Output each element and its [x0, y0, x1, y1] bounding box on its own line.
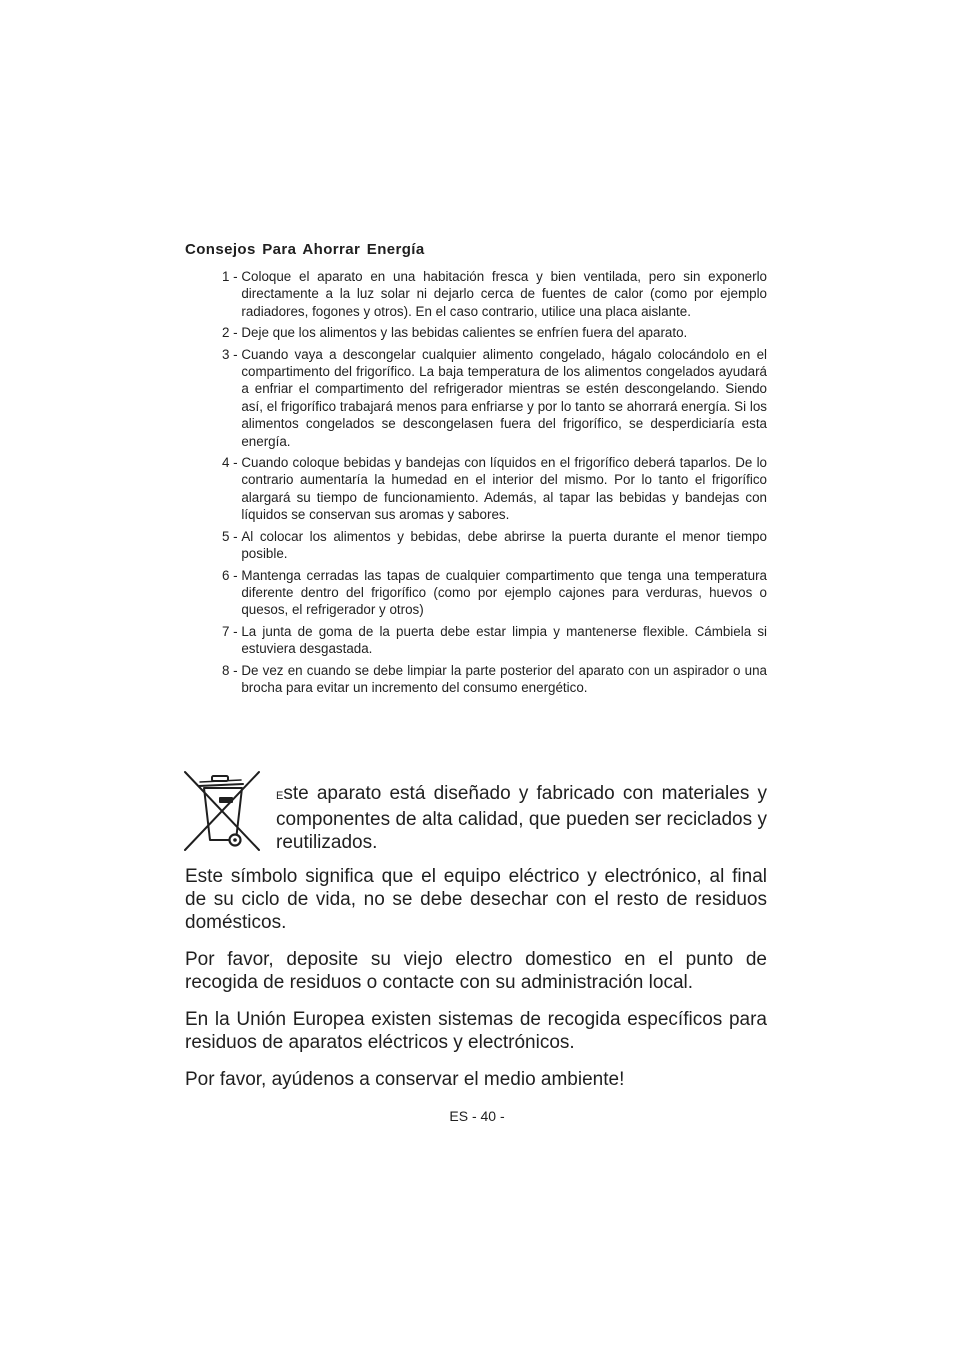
tip-text: Mantenga cerradas las tapas de cualquier compartimento que tenga una temperatura diferente dentro del frigorífico (como por ejemplo cajones para verduras, huevos o quesos, el refrigerador y otros) — [241, 567, 767, 618]
tip-number: 7 - — [222, 623, 242, 639]
tip-item — [222, 528, 767, 563]
energy-tips-list — [222, 268, 767, 700]
tip-number: 2 - — [222, 325, 242, 341]
tip-item — [222, 324, 767, 341]
tip-item — [222, 346, 767, 450]
tip-text: Cuando coloque bebidas y bandejas con líquidos en el frigorífico deberá taparlos. De lo contrario aumentaría la humedad en el interior del mismo. Por lo tanto el frigorífico alargará su tiempo de funcionamiento. Además, al tapar las bebidas y bandejas con líquidos se conservan sus aromas y sabores. — [241, 455, 767, 523]
weee-paragraph: En la Unión Europea existen sistemas de recogida específicos para residuos de aparatos eléctricos y electrónicos. — [185, 1009, 767, 1053]
tip-text: Al colocar los alimentos y bebidas, debe abrirse la puerta durante el menor tiempo posible. — [241, 528, 767, 562]
tip-number: 6 - — [222, 567, 242, 583]
tip-text: De vez en cuando se debe limpiar la parte posterior del aparato con un aspirador o una brocha para evitar un incremento del consumo energético. — [241, 662, 767, 695]
tip-number: 4 - — [222, 455, 242, 471]
tip-number: 5 - — [222, 528, 242, 544]
weee-paragraph: Por favor, ayúdenos a conservar el medio ambiente! — [185, 1069, 625, 1090]
intro-text: ste aparato está diseñado y fabricado con materiales y componentes de alta calidad, que pueden ser reciclados y reutilizados. — [276, 783, 767, 853]
tip-text: Cuando vaya a descongelar cualquier alimento congelado, hágalo colocándolo en el compartimento del frigorífico. La baja temperatura de los alimentos congelados ayudará a enfriar el compartimento del refrigerador mientras se estén descongelando. Siendo así, el frigorífico trabajará menos para enfriarse y por lo tanto se ahorrará energía. Si los alimentos congelados se descongelasen fuera del frigorífico, se desperdiciaría esta energía. — [241, 346, 767, 449]
tip-item — [222, 623, 767, 658]
section-title: Consejos Para Ahorrar Energía — [185, 241, 425, 258]
crossed-out-wheelie-bin-icon — [183, 770, 261, 852]
tip-number: 3 - — [222, 346, 242, 362]
intro-first-letter: E — [276, 790, 284, 802]
weee-paragraph: Este símbolo significa que el equipo eléctrico y electrónico, al final de su ciclo de vida, no se debe desechar con el resto de residuos domésticos. — [185, 866, 767, 933]
weee-paragraphs — [185, 865, 767, 1105]
tip-text: La junta de goma de la puerta debe estar limpia y mantenerse flexible. Cámbiela si estuviera desgastada. — [241, 623, 767, 657]
tip-item — [222, 567, 767, 619]
weee-paragraph: Por favor, deposite su viejo electro domestico en el punto de recogida de residuos o contacte con su administración local. — [185, 949, 767, 993]
tip-item — [222, 662, 767, 697]
tip-number: 8 - — [222, 662, 242, 678]
tip-number: 1 - — [222, 269, 242, 284]
tip-text: Deje que los alimentos y las bebidas calientes se enfríen fuera del aparato. — [241, 325, 688, 341]
tip-item — [222, 268, 767, 320]
weee-intro — [276, 782, 767, 854]
tip-text: Coloque el aparato en una habitación fresca y bien ventilada, pero sin exponerlo directamente a la luz solar ni dejarlo cerca de fuentes de calor (como por ejemplo radiadores, fogones y otros). En el caso contrario, utilice una placa aislante. — [241, 269, 767, 319]
tip-item — [222, 454, 767, 524]
page-number: ES - 40 - — [449, 1108, 505, 1124]
